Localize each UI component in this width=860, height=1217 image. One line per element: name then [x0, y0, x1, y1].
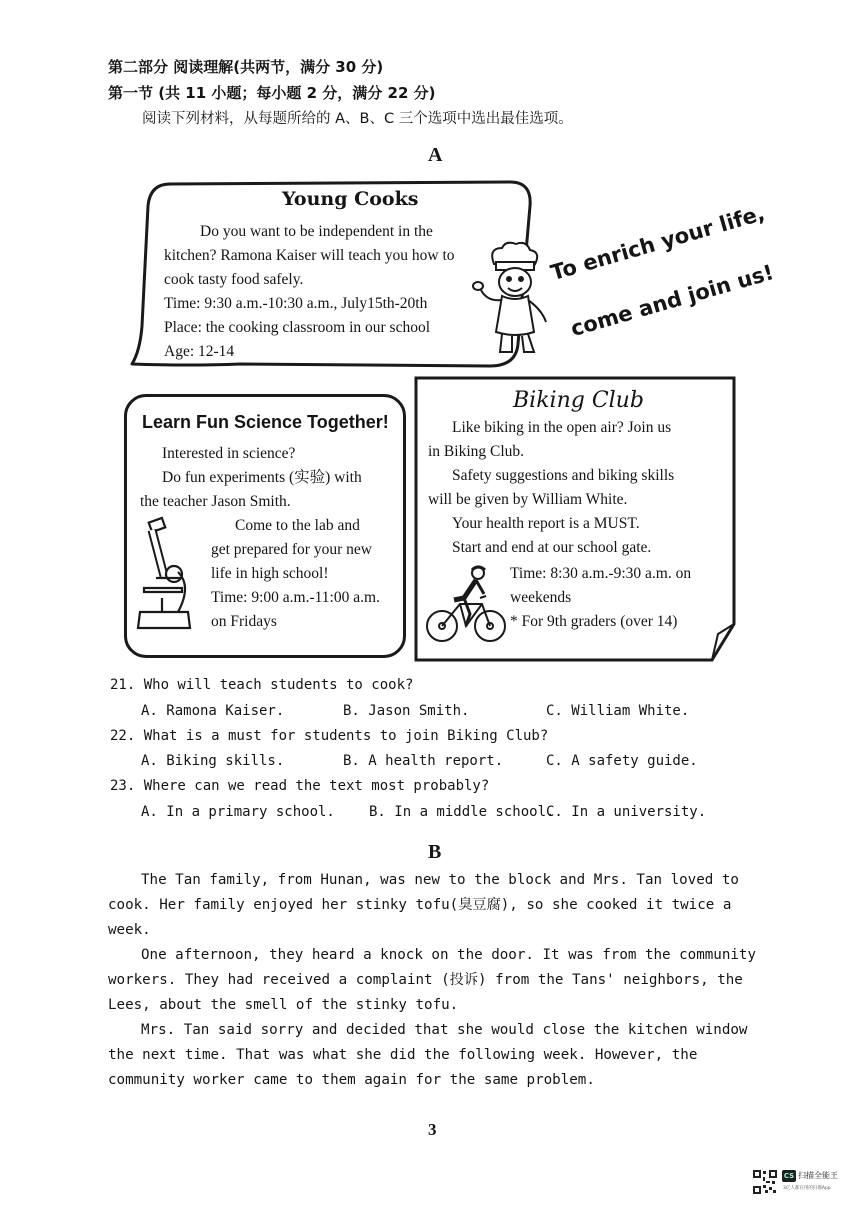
question-21-option-b: B. Jason Smith.: [343, 703, 470, 719]
passage-paragraph-2: One afternoon, they heard a knock on the door. It was from the community workers. They had received a complaint (投诉) from the Tans' neighbors, the Lees, about the smell of the stinky tofu.: [108, 947, 756, 1013]
biking-line: Start and end at our school gate.: [452, 539, 652, 556]
science-line: get prepared for your new: [211, 541, 372, 558]
passage-paragraph-3: Mrs. Tan said sorry and decided that she would close the kitchen window the next time. That was what she did the following week. However, the community worker came to them again for the same problem.: [108, 1022, 748, 1088]
question-23-option-b: B. In a middle school.: [369, 804, 555, 820]
question-23-option-c: C. In a university.: [546, 804, 707, 820]
biking-body-2: [510, 562, 735, 634]
science-line: Do fun experiments (实验) with: [162, 469, 362, 486]
passage-paragraph-1: The Tan family, from Hunan, was new to the block and Mrs. Tan loved to cook. Her family enjoyed her stinky tofu(臭豆腐), so she cooked it twice a week.: [108, 872, 739, 938]
instructions: 阅读下列材料，从每题所给的 A、B、C 三个选项中选出最佳选项。: [142, 111, 573, 127]
section-b-passage: [108, 868, 760, 1093]
science-body-2: [211, 514, 397, 634]
page-number: 3: [428, 1120, 437, 1139]
young-cooks-line: Do you want to be independent in the: [200, 223, 433, 240]
science-line: Interested in science?: [162, 445, 296, 462]
microscope-icon: [134, 516, 196, 634]
question-22-option-c: C. A safety guide.: [546, 753, 698, 769]
question-22-stem: 22. What is a must for students to join Biking Club?: [110, 728, 549, 744]
cyclist-icon: [424, 564, 508, 646]
question-21-stem: 21. Who will teach students to cook?: [110, 677, 414, 693]
biking-title: Biking Club: [513, 388, 644, 413]
slogan-line-2: come and join us!: [568, 260, 777, 342]
scanner-badge: CS: [783, 1172, 795, 1180]
question-23-stem: 23. Where can we read the text most probably?: [110, 778, 490, 794]
chef-icon: [472, 240, 552, 358]
slogan-line-1: To enrich your life,: [548, 201, 768, 286]
science-line: Come to the lab and: [235, 517, 360, 534]
questions-a: [110, 677, 750, 827]
qr-code-icon: [752, 1169, 778, 1195]
section-a-label: A: [428, 144, 443, 166]
question-23-option-a: A. In a primary school.: [141, 804, 335, 820]
young-cooks-place: Place: the cooking classroom in our school: [164, 319, 431, 336]
biking-line: Your health report is a MUST.: [452, 515, 640, 532]
young-cooks-time: Time: 9:30 a.m.-10:30 a.m., July15th-20th: [164, 295, 428, 312]
science-day: on Fridays: [211, 613, 277, 630]
science-body: [140, 442, 396, 514]
biking-time: Time: 8:30 a.m.-9:30 a.m. on: [510, 565, 692, 582]
question-22-option-a: A. Biking skills.: [141, 753, 285, 769]
biking-line: will be given by William White.: [428, 491, 628, 508]
section-heading: 第一节 (共 11 小题；每小题 2 分，满分 22 分): [108, 84, 436, 102]
question-21-option-c: C. William White.: [546, 703, 690, 719]
scanner-watermark: [752, 1168, 846, 1202]
science-line: life in high school!: [211, 565, 329, 582]
young-cooks-line: kitchen? Ramona Kaiser will teach you how to: [164, 247, 455, 264]
young-cooks-body: [164, 220, 504, 364]
young-cooks-title: Young Cooks: [282, 188, 419, 210]
young-cooks-line: cook tasty food safely.: [164, 271, 304, 288]
scanner-title: 扫描全能王: [798, 1171, 838, 1180]
biking-line: Like biking in the open air? Join us: [452, 419, 672, 436]
science-time: Time: 9:00 a.m.-11:00 a.m.: [211, 589, 380, 606]
young-cooks-age: Age: 12-14: [164, 343, 235, 360]
biking-time: weekends: [510, 589, 572, 606]
biking-grade: * For 9th graders (over 14): [510, 613, 678, 630]
scanner-subtitle: 3亿人都在用的扫描App: [783, 1186, 831, 1191]
biking-line: Safety suggestions and biking skills: [452, 467, 675, 484]
biking-line: in Biking Club.: [428, 443, 525, 460]
science-title: Learn Fun Science Together!: [142, 412, 389, 432]
science-line: the teacher Jason Smith.: [140, 493, 291, 510]
section-b-label: B: [428, 841, 442, 863]
question-21-option-a: A. Ramona Kaiser.: [141, 703, 285, 719]
biking-body: [428, 416, 728, 560]
part-heading: 第二部分 阅读理解(共两节，满分 30 分): [108, 58, 384, 76]
question-22-option-b: B. A health report.: [343, 753, 504, 769]
